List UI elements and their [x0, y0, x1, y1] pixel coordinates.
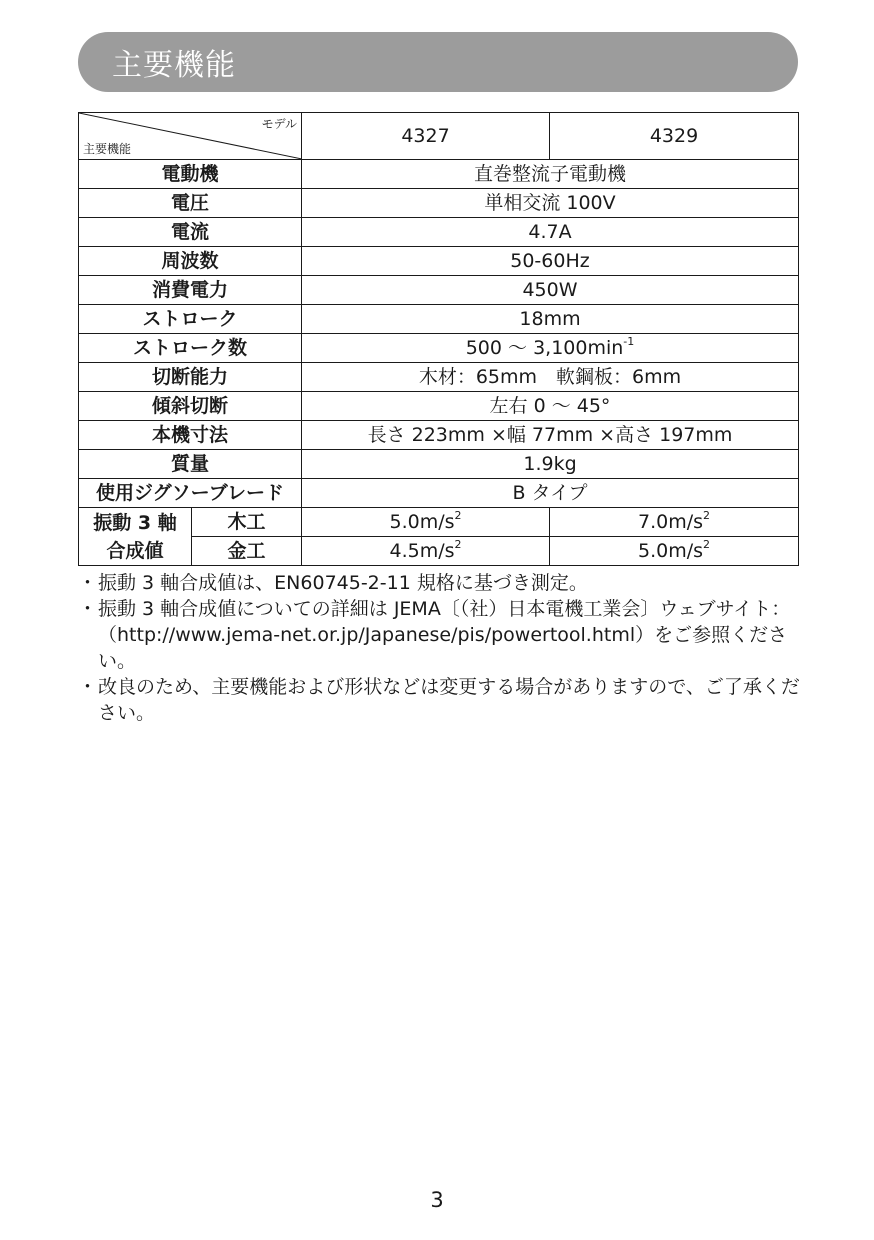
table-row	[79, 305, 799, 334]
table-row	[79, 363, 799, 392]
value-text: 500 ～ 3,100min	[465, 337, 624, 359]
row-value: 1.9kg	[302, 450, 799, 479]
vibration-value-4329	[550, 508, 799, 537]
value-superscript: 2	[703, 538, 711, 551]
table-row	[79, 160, 799, 189]
table-row	[79, 450, 799, 479]
value-superscript: -1	[623, 335, 635, 348]
vibration-material: 金工	[192, 537, 302, 566]
table-corner-cell	[79, 113, 302, 160]
section-title-bar	[78, 32, 798, 92]
row-label: 傾斜切断	[79, 392, 302, 421]
table-row	[79, 334, 799, 363]
table-row	[79, 218, 799, 247]
table-row	[79, 276, 799, 305]
row-value: B タイプ	[302, 479, 799, 508]
row-label: 周波数	[79, 247, 302, 276]
row-value: 単相交流 100V	[302, 189, 799, 218]
note-item	[78, 570, 802, 596]
note-text: 振動 3 軸合成値は、EN60745-2-11 規格に基づき測定。	[98, 572, 588, 594]
vibration-material: 木工	[192, 508, 302, 537]
vibration-row	[79, 508, 799, 537]
row-value: 直巻整流子電動機	[302, 160, 799, 189]
row-label: 切断能力	[79, 363, 302, 392]
row-value: 長さ 223mm ×幅 77mm ×高さ 197mm	[302, 421, 799, 450]
note-text: 振動 3 軸合成値についての詳細は JEMA〔（社）日本電機工業会〕ウェブサイト：（http://www.jema-net.or.jp/Japanese/pis/powertool.html）をご参照ください。	[98, 598, 791, 672]
row-label: 消費電力	[79, 276, 302, 305]
row-label: 本機寸法	[79, 421, 302, 450]
vibration-value-4327	[302, 508, 550, 537]
model-header-4329: 4329	[550, 113, 799, 160]
vibration-label	[79, 508, 192, 566]
row-label: 質量	[79, 450, 302, 479]
row-label: 使用ジグソーブレード	[79, 479, 302, 508]
table-row	[79, 479, 799, 508]
table-row	[79, 392, 799, 421]
spec-table	[78, 112, 799, 566]
value-superscript: 2	[454, 509, 462, 522]
table-row	[79, 189, 799, 218]
vibration-label-line1: 振動 3 軸	[93, 511, 177, 534]
value-text: 4.5m/s	[389, 540, 455, 562]
vibration-label-line2: 合成値	[106, 539, 164, 562]
value-superscript: 2	[703, 509, 711, 522]
row-value: 50-60Hz	[302, 247, 799, 276]
model-header-4327: 4327	[302, 113, 550, 160]
corner-feature-label: 主要機能	[83, 142, 132, 156]
row-label: 電圧	[79, 189, 302, 218]
row-value: 18mm	[302, 305, 799, 334]
row-value: 木材：65mm 軟鋼板：6mm	[302, 363, 799, 392]
bullet-icon: ・	[78, 572, 98, 594]
corner-model-label: モデル	[261, 117, 297, 131]
vibration-value-4327	[302, 537, 550, 566]
note-item	[78, 674, 802, 726]
value-superscript: 2	[454, 538, 462, 551]
bullet-icon: ・	[78, 598, 98, 620]
page-number: 3	[430, 1188, 444, 1212]
row-value: 450W	[302, 276, 799, 305]
row-value: 4.7A	[302, 218, 799, 247]
row-label: 電動機	[79, 160, 302, 189]
row-label: 電流	[79, 218, 302, 247]
table-row	[79, 247, 799, 276]
vibration-value-4329	[550, 537, 799, 566]
value-text: 5.0m/s	[637, 540, 704, 562]
row-value	[302, 334, 799, 363]
section-title: 主要機能	[112, 48, 236, 83]
note-item	[78, 596, 802, 674]
notes-list	[78, 570, 802, 726]
table-row	[79, 421, 799, 450]
value-text: 5.0m/s	[389, 511, 455, 533]
row-label: ストローク	[79, 305, 302, 334]
note-text: 改良のため、主要機能および形状などは変更する場合がありますので、ご了承ください。	[98, 676, 800, 724]
table-header-row	[79, 113, 799, 160]
row-label: ストローク数	[79, 334, 302, 363]
bullet-icon: ・	[78, 676, 98, 698]
value-text: 7.0m/s	[637, 511, 704, 533]
row-value: 左右 0 ～ 45°	[302, 392, 799, 421]
